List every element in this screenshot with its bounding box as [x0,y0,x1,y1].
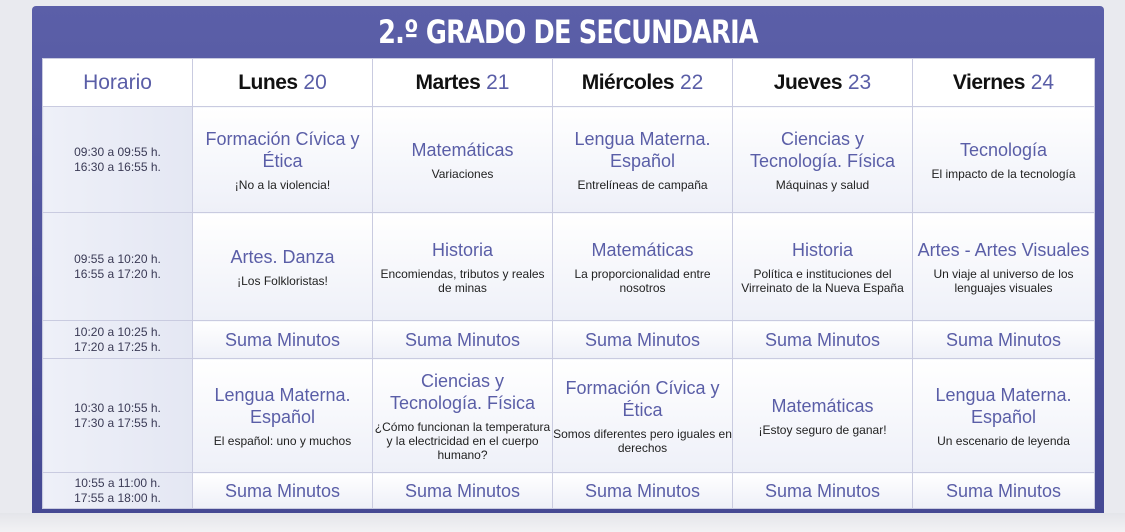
class-cell [553,473,733,509]
lesson-topic: El español: uno y muchos [213,433,352,448]
schedule-row [43,107,1095,213]
day-name: Lunes [238,70,298,94]
class-cell [553,213,733,321]
schedule-row [43,321,1095,359]
time-cell [43,359,193,473]
subject-name: Lengua Materna. Español [935,384,1072,427]
class-cell [193,359,373,473]
lesson-topic: Un escenario de leyenda [937,433,1070,448]
time-range: 17:55 a 18:00 h. [74,490,161,505]
lesson-topic: La proporcionalidad entre nosotros [574,266,711,295]
class-cell [733,321,913,359]
class-cell [553,359,733,473]
subject-name: Lengua Materna. Español [574,128,711,171]
horario-header: Horario [43,59,193,107]
time-range: 10:55 a 11:00 h. [74,475,161,490]
bottom-shadow [0,513,1125,532]
schedule-frame [32,6,1104,518]
class-cell [373,107,553,213]
time-range: 09:55 a 10:20 h. [74,251,161,266]
day-name: Jueves [773,70,843,94]
day-number: 23 [847,70,872,94]
subject-name: Formación Cívica y Ética [565,377,720,420]
subject-name: Historia [791,239,853,260]
class-cell [193,107,373,213]
class-cell [193,473,373,509]
time-cell [43,473,193,509]
class-cell [373,473,553,509]
schedule-row [43,213,1095,321]
class-cell [733,473,913,509]
class-cell [913,473,1095,509]
day-name: Viernes [952,70,1025,94]
schedule-title: 2.º GRADO DE SECUNDARIA [378,13,758,51]
lesson-topic: ¡Los Folkloristas! [237,273,328,288]
lesson-topic: Encomiendas, tributos y reales de minas [380,266,545,295]
subject-name: Tecnología [959,139,1048,160]
lesson-topic: ¡Estoy seguro de ganar! [758,422,887,437]
subject-name: Suma Minutos [945,480,1062,501]
lesson-topic: ¿Cómo funcionan la temperatura y la electricidad en el cuerpo humano? [374,419,551,462]
subject-name: Ciencias y Tecnología. Física [749,128,896,171]
subject-name: Matemáticas [771,395,874,416]
class-cell [193,213,373,321]
time-range: 09:30 a 09:55 h. [74,144,161,159]
class-cell [193,321,373,359]
day-header-jueves [733,59,913,107]
subject-name: Matemáticas [411,139,514,160]
subject-name: Suma Minutos [764,329,881,350]
subject-name: Ciencias y Tecnología. Física [389,370,536,413]
lesson-topic: Un viaje al universo de los lenguajes visuales [933,266,1074,295]
day-name: Miércoles [581,70,675,94]
time-range: 10:30 a 10:55 h. [74,400,161,415]
schedule-table [42,58,1095,509]
lesson-topic: Política e instituciones del Virreinato de la Nueva España [741,266,904,295]
time-range: 16:55 a 17:20 h. [74,266,161,281]
day-header-lunes [193,59,373,107]
class-cell [373,213,553,321]
header-row [43,59,1095,107]
class-cell [913,213,1095,321]
subject-name: Suma Minutos [764,480,881,501]
lesson-topic: Entrelíneas de campaña [577,177,708,192]
time-range: 17:20 a 17:25 h. [74,339,161,354]
subject-name: Suma Minutos [584,329,701,350]
schedule-row [43,359,1095,473]
class-cell [913,359,1095,473]
subject-name: Lengua Materna. Español [214,384,351,427]
subject-name: Suma Minutos [224,329,341,350]
day-number: 22 [679,70,704,94]
subject-name: Matemáticas [591,239,694,260]
lesson-topic: El impacto de la tecnología [931,166,1076,181]
day-name: Martes [415,70,481,94]
subject-name: Artes - Artes Visuales [917,239,1090,260]
class-cell [373,321,553,359]
day-header-martes [373,59,553,107]
class-cell [733,359,913,473]
class-cell [553,107,733,213]
time-range: 17:30 a 17:55 h. [74,415,161,430]
day-number: 20 [303,70,327,94]
time-cell [43,107,193,213]
class-cell [553,321,733,359]
schedule-row [43,473,1095,509]
lesson-topic: Somos diferentes pero iguales en derechos [553,426,732,455]
class-cell [913,107,1095,213]
day-header-miercoles [553,59,733,107]
day-number: 24 [1030,70,1055,94]
class-cell [733,107,913,213]
subject-name: Formación Cívica y Ética [205,128,360,171]
time-cell [43,321,193,359]
class-cell [373,359,553,473]
day-header-viernes [913,59,1095,107]
subject-name: Suma Minutos [224,480,341,501]
class-cell [913,321,1095,359]
subject-name: Artes. Danza [230,246,335,267]
lesson-topic: Variaciones [431,166,494,181]
time-range: 10:20 a 10:25 h. [74,324,161,339]
subject-name: Suma Minutos [404,480,521,501]
time-range: 16:30 a 16:55 h. [74,159,161,174]
subject-name: Historia [431,239,493,260]
class-cell [733,213,913,321]
subject-name: Suma Minutos [404,329,521,350]
lesson-topic: ¡No a la violencia! [234,177,331,192]
day-number: 21 [486,70,510,94]
subject-name: Suma Minutos [584,480,701,501]
lesson-topic: Máquinas y salud [775,177,870,192]
time-cell [43,213,193,321]
subject-name: Suma Minutos [945,329,1062,350]
